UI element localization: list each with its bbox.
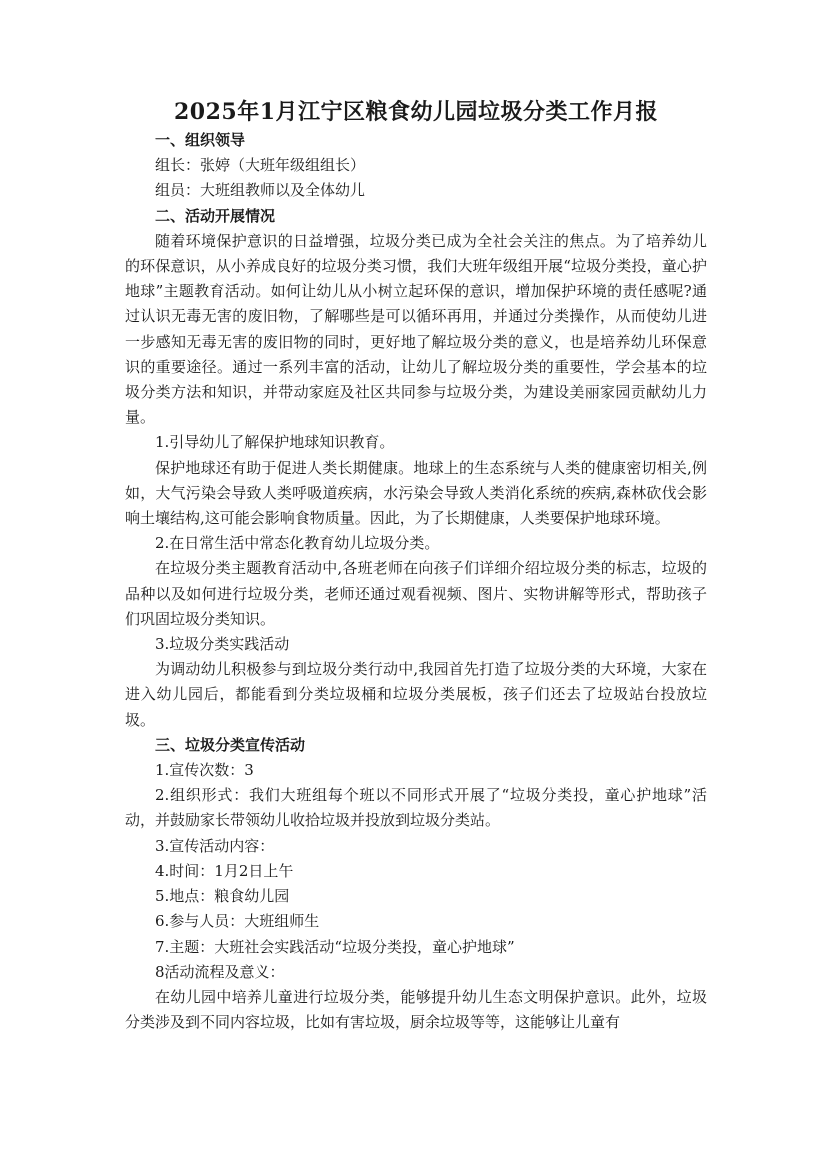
publicity-form: 2.组织形式：我们大班组每个班以不同形式开展了“垃圾分类投，童心护地球”活动，并鼓励家长带领幼儿收拾垃圾并投放到垃圾分类站。: [125, 786, 707, 830]
publicity-people: 6.参与人员：大班组师生: [155, 912, 320, 931]
section-heading-organization: 一、组织领导: [155, 131, 246, 149]
item1-paragraph: 保护地球还有助于促进人类长期健康。地球上的生态系统与人类的健康密切相关,例如，大气污染会导致人类呼吸道疾病，水污染会导致人类消化系统的疾病,森林砍伐会影响土壤结构,这可能会影响食物质量。因此，为了长期健康，人类要保护地球环境。: [125, 458, 707, 528]
item2-paragraph: 在垃圾分类主题教育活动中,各班老师在向孩子们详细介绍垃圾分类的标志，垃圾的品种以及如何进行垃圾分类，老师还通过观看视频、图片、实物讲解等形式，帮助孩子们巩固垃圾分类知识。: [125, 559, 707, 628]
publicity-content: 3.宣传活动内容：: [155, 836, 275, 855]
document-content: [125, 96, 707, 1035]
section-heading-publicity: 三、垃圾分类宣传活动: [155, 735, 306, 754]
item1-title: 1.引导幼儿了解保护地球知识教育。: [155, 433, 395, 452]
publicity-time: 4.时间：1月2日上午: [155, 861, 294, 880]
document-title: 2025年1月江宁区粮食幼儿园垃圾分类工作月报: [173, 99, 659, 125]
item2-title: 2.在日常生活中常态化教育幼儿垃圾分类。: [155, 534, 440, 553]
publicity-place: 5.地点：粮食幼儿园: [155, 887, 290, 906]
intro-paragraph: 随着环境保护意识的日益增强，垃圾分类已成为全社会关注的焦点。为了培养幼儿的环保意识，从小养成良好的垃圾分类习惯，我们大班年级组开展“垃圾分类投，童心护地球”主题教育活动。如何让幼儿从小树立起环保的意识，增加保护环境的责任感呢?通过认识无毒无害的废旧物，了解哪些是可以循环再用，并通过分类操作，从而使幼儿进一步感知无毒无害的废旧物的同时，更好地了解垃圾分类的意义，也是培养幼儿环保意识的重要途径。通过一系列丰富的活动，让幼儿了解垃圾分类的重要性，学会基本的垃圾分类方法和知识，并带动家庭及社区共同参与垃圾分类，为建设美丽家园贡献幼儿力量。: [125, 231, 707, 427]
leader-line: 组长：张婷（大班年级组组长）: [155, 156, 366, 175]
item3-title: 3.垃圾分类实践活动: [155, 635, 290, 654]
publicity-count: 1.宣传次数：3: [155, 761, 254, 780]
process-title: 8活动流程及意义：: [155, 962, 285, 981]
process-paragraph: 在幼儿园中培养儿童进行垃圾分类，能够提升幼儿生态文明保护意识。此外，垃圾分类涉及到不同内容垃圾，比如有害垃圾，厨余垃圾等等，这能够让儿童有: [125, 987, 707, 1032]
item3-paragraph: 为调动幼儿积极参与到垃圾分类行动中,我园首先打造了垃圾分类的大环境，大家在进入幼儿园后，都能看到分类垃圾桶和垃圾分类展板，孩子们还去了垃圾站台投放垃圾。: [125, 660, 707, 729]
publicity-theme: 7.主题：大班社会实践活动“垃圾分类投，童心护地球”: [155, 937, 515, 956]
members-line: 组员：大班组教师以及全体幼儿: [155, 181, 366, 200]
section-heading-activities: 二、活动开展情况: [155, 206, 276, 225]
